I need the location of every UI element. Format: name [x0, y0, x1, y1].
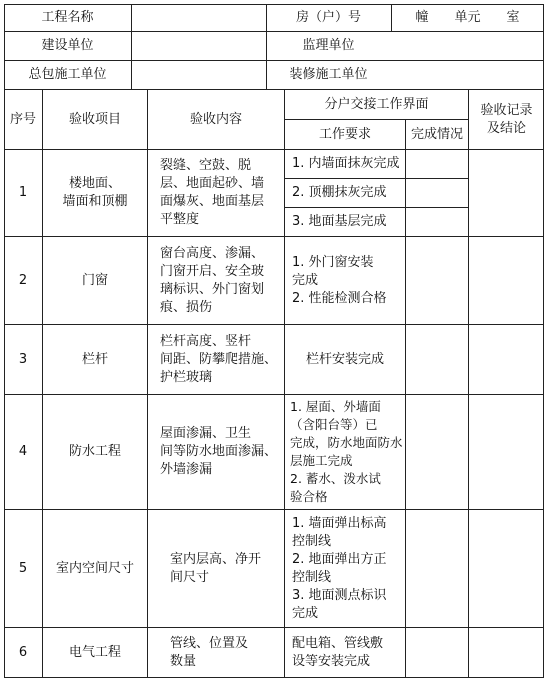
row-requirement: 3. 地面基层完成 — [292, 214, 387, 229]
row-requirement: 栏杆安装完成 — [305, 351, 384, 367]
project-name-label: 工程名称 — [41, 9, 94, 25]
header-completion: 完成情况 — [410, 126, 463, 142]
row-requirement: 1. 外门窗安装 完成 2. 性能检测合格 — [292, 254, 387, 306]
row-no: 2 — [18, 272, 28, 288]
row-no: 6 — [18, 644, 28, 660]
row-no: 4 — [18, 444, 28, 459]
divider — [468, 89, 469, 678]
row-no: 1 — [18, 185, 28, 200]
divider — [405, 119, 406, 678]
unit-label: 房（户）号 — [295, 9, 361, 25]
row-requirement: 1. 屋面、外墙面 （含阳台等）已 完成，防水地面防水 层施工完成 2. 蓄水、泼水试 验合格 — [290, 399, 403, 504]
header-item: 验收项目 — [68, 111, 121, 127]
divider — [147, 89, 148, 678]
row-item: 防水工程 — [68, 444, 121, 459]
row-content: 室内层高、净开 间尺寸 — [170, 551, 262, 585]
row-item: 室内空间尺寸 — [55, 560, 134, 576]
row-no: 3 — [18, 351, 28, 367]
header-requirement: 工作要求 — [318, 126, 371, 142]
row-content: 裂缝、空鼓、脱 层、地面起砂、墙 面爆灰、地面基层 平整度 — [160, 158, 265, 227]
unit-value: 幢 单元 室 — [415, 9, 520, 25]
row-content: 栏杆高度、竖杆 间距、防攀爬措施、 护栏玻璃 — [160, 333, 278, 385]
row-content: 屋面渗漏、卫生 间等防水地面渗漏、 外墙渗漏 — [160, 426, 278, 477]
row-item: 楼地面、 墙面和顶棚 — [62, 176, 128, 209]
header-interface: 分户交接工作界面 — [324, 96, 429, 112]
row-content: 管线、位置及 数量 — [170, 635, 249, 669]
acceptance-form — [4, 4, 544, 678]
row-requirement: 配电箱、管线敷 设等安装完成 — [292, 635, 384, 669]
general-contractor-label: 总包施工单位 — [28, 67, 107, 82]
row-requirement: 1. 内墙面抹灰完成 — [292, 156, 400, 171]
supervisor-label: 监理单位 — [302, 38, 355, 53]
row-requirement: 1. 墙面弹出标高 控制线 2. 地面弹出方正 控制线 3. 地面测点标识 完成 — [292, 515, 387, 621]
decoration-contractor-label: 装修施工单位 — [289, 67, 368, 82]
row-item: 门窗 — [81, 272, 108, 288]
row-no: 5 — [18, 560, 28, 576]
header-no: 序号 — [9, 111, 36, 127]
header-content: 验收内容 — [189, 111, 242, 127]
row-requirement: 2. 顶棚抹灰完成 — [292, 185, 387, 200]
row-item: 栏杆 — [81, 351, 108, 367]
header-record: 验收记录 及结论 — [480, 102, 533, 136]
divider — [131, 4, 132, 89]
row-content: 窗台高度、渗漏、 门窗开启、安全玻 璃标识、外门窗划 痕、损伤 — [160, 245, 265, 315]
border-bottom — [4, 677, 544, 678]
row-item: 电气工程 — [68, 644, 121, 660]
builder-label: 建设单位 — [41, 38, 94, 53]
